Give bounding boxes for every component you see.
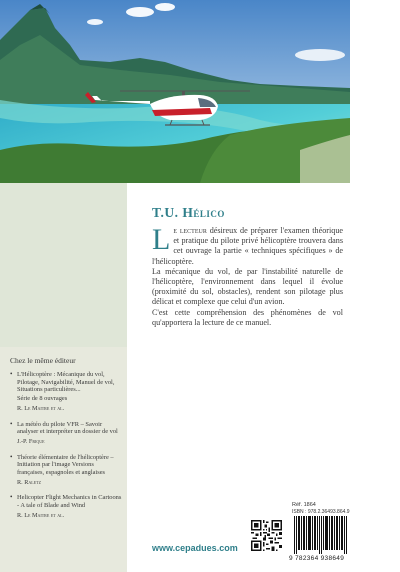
- author-name: Frique: [28, 437, 45, 445]
- publisher-list-heading: Chez le même éditeur: [10, 356, 76, 365]
- lead-words: e lecteur: [173, 226, 207, 235]
- qr-code-icon: [251, 520, 282, 551]
- book-description: [152, 223, 343, 328]
- list-item-title: L'Hélicoptère : Mécanique du vol, Pilotage, Navigabilité, Manuel de vol, Situations particulières...: [17, 371, 115, 394]
- list-item: [10, 454, 122, 487]
- list-item-author: [17, 405, 122, 413]
- list-item: [10, 494, 122, 519]
- author-name: Le Maitre et al.: [24, 404, 65, 412]
- author-initial: R.: [17, 404, 25, 412]
- author-initial: J.-P.: [17, 437, 29, 445]
- publisher-book-list: [10, 371, 122, 528]
- drop-cap: L: [152, 223, 171, 256]
- author-initial: R.: [17, 478, 25, 486]
- list-item-author: [17, 438, 122, 446]
- author-name: Le Maitre et al.: [24, 511, 65, 519]
- list-item: [10, 421, 122, 446]
- list-item-title: Helicopter Flight Mechanics in Cartoons - A tale of Blade and Wind: [17, 494, 122, 510]
- description-paragraph-2: La mécanique du vol, de par l'instabilité naturelle de l'hélicoptère, l'environnement dans lequel il évolue (proximité du sol, obstacles), rendent son pilotage plus délicat et complexe que celui d'un avion.: [152, 266, 343, 307]
- ean-number: 9 782364 938649: [289, 555, 345, 562]
- author-initial: R.: [17, 511, 25, 519]
- sidebar-upper-panel: [0, 183, 127, 347]
- barcode-icon: [292, 516, 348, 554]
- list-item-title: Théorie élémentaire de l'hélicoptère – Initiation par l'image Versions françaises, espagnoles et anglaises: [17, 453, 114, 477]
- title-word: Hélico: [182, 205, 225, 220]
- paragraph-1-text: désireux de préparer l'examen théorique et pratique du pilote privé hélicoptère trouvera dans cet ouvrage la partie « techniques spécifiques » de l'hélicoptère.: [152, 226, 343, 266]
- reference-number: Réf. 1864: [292, 502, 316, 508]
- list-item-subtitle: Série de 8 ouvrages: [17, 395, 68, 403]
- publisher-website-link[interactable]: www.cepadues.com: [152, 543, 238, 553]
- list-item-author: [17, 479, 122, 487]
- list-item-title: La météo du pilote VFR – Savoir analyser et interpréter un dossier de vol: [17, 420, 118, 436]
- page-margin: [350, 0, 400, 572]
- isbn-number: ISBN : 978.2.36493.864.9: [292, 509, 350, 515]
- title-prefix: T.U.: [152, 205, 183, 220]
- list-item: [10, 371, 122, 413]
- book-title: [152, 205, 225, 221]
- cover-photo: [0, 0, 350, 183]
- author-name: Raletz: [24, 478, 42, 486]
- description-paragraph-3: C'est cette compréhension des phénomènes de vol qu'apportera la lecture de ce manuel.: [152, 307, 343, 327]
- list-item-author: [17, 512, 122, 520]
- description-paragraph-1: [152, 223, 343, 267]
